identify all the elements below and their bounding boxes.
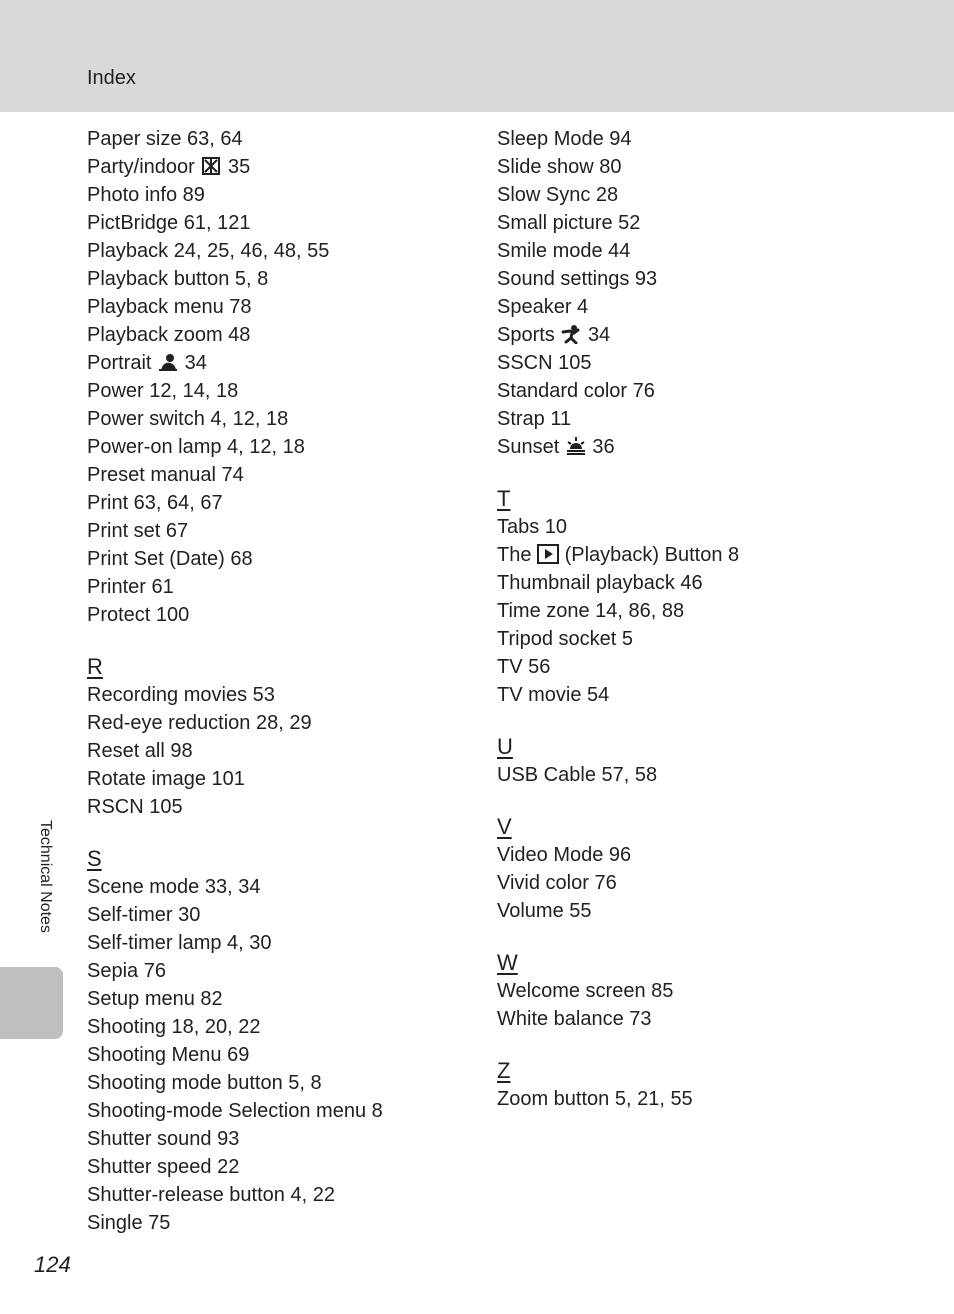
index-entry: Shooting-mode Selection menu 8 [87, 1100, 383, 1122]
index-entry: Smile mode 44 [497, 240, 631, 262]
index-entry: Shooting mode button 5, 8 [87, 1072, 322, 1094]
index-entry: Shutter sound 93 [87, 1128, 240, 1150]
index-column-left [87, 125, 467, 1237]
party-indoor-scene-icon [200, 156, 222, 176]
index-entry: Slow Sync 28 [497, 184, 619, 206]
index-entry: Speaker 4 [497, 296, 589, 318]
index-entry: Printer 61 [87, 576, 174, 598]
index-section-letter-u: U [497, 734, 513, 759]
index-entry: Shooting 18, 20, 22 [87, 1016, 261, 1038]
index-entry: Protect 100 [87, 604, 190, 626]
section-tab-marker [0, 967, 63, 1039]
index-entry: PictBridge 61, 121 [87, 212, 251, 234]
index-entry: Print 63, 64, 67 [87, 492, 223, 514]
index-entry: Playback menu 78 [87, 296, 252, 318]
index-column-right [497, 125, 917, 1113]
index-entry: Red-eye reduction 28, 29 [87, 712, 312, 734]
index-entry: Power-on lamp 4, 12, 18 [87, 436, 305, 458]
index-entry [87, 153, 467, 181]
sports-scene-icon [560, 324, 582, 344]
index-entry: Preset manual 74 [87, 464, 244, 486]
index-section-letter-v: V [497, 814, 512, 839]
index-section-letter-s: S [87, 846, 102, 871]
section-tab-label: Technical Notes [37, 820, 54, 933]
sunset-scene-icon [565, 436, 587, 456]
index-entry: Self-timer 30 [87, 904, 201, 926]
index-entry: Setup menu 82 [87, 988, 223, 1010]
index-section-letter-z: Z [497, 1058, 511, 1083]
index-entry-page: (Playback) Button 8 [564, 544, 740, 566]
index-entry: TV 56 [497, 656, 551, 678]
playback-button-icon [537, 544, 559, 564]
index-entry: Standard color 76 [497, 380, 655, 402]
index-section-letter-w: W [497, 950, 518, 975]
portrait-scene-icon [157, 352, 179, 372]
index-entry: Tripod socket 5 [497, 628, 633, 650]
index-entry-label: Portrait [87, 352, 152, 374]
index-entry: SSCN 105 [497, 352, 592, 374]
index-entry: Vivid color 76 [497, 872, 617, 894]
index-entry: Power 12, 14, 18 [87, 380, 239, 402]
index-entry: Playback button 5, 8 [87, 268, 269, 290]
index-entry [497, 541, 917, 569]
index-entry-label: The [497, 544, 532, 566]
index-entry: Thumbnail playback 46 [497, 572, 703, 594]
index-entry: Video Mode 96 [497, 844, 632, 866]
index-entry-label: Sunset [497, 436, 560, 458]
index-entry: Tabs 10 [497, 516, 568, 538]
index-entry-label: Sports [497, 324, 555, 346]
index-entry: Reset all 98 [87, 740, 193, 762]
index-entry: Recording movies 53 [87, 684, 275, 706]
index-entry-page: 36 [592, 436, 615, 458]
index-entry [497, 433, 917, 461]
index-entry: TV movie 54 [497, 684, 610, 706]
index-entry [87, 349, 467, 377]
index-entry: Time zone 14, 86, 88 [497, 600, 685, 622]
index-entry-page: 34 [587, 324, 611, 346]
index-entry [497, 321, 917, 349]
index-entry: Welcome screen 85 [497, 980, 674, 1002]
index-entry: Volume 55 [497, 900, 592, 922]
index-entry: Strap 11 [497, 408, 572, 430]
index-entry: Rotate image 101 [87, 768, 245, 790]
index-entry: Shutter-release button 4, 22 [87, 1184, 335, 1206]
index-entry: Scene mode 33, 34 [87, 876, 261, 898]
index-entry: White balance 73 [497, 1008, 652, 1030]
index-entry: Self-timer lamp 4, 30 [87, 932, 272, 954]
page-number: 124 [34, 1252, 71, 1277]
index-entry: Shooting Menu 69 [87, 1044, 250, 1066]
index-entry: Single 75 [87, 1212, 171, 1234]
index-entry: Playback zoom 48 [87, 324, 251, 346]
index-entry: Sepia 76 [87, 960, 166, 982]
index-entry-page: 35 [227, 156, 251, 178]
index-entry: RSCN 105 [87, 796, 183, 818]
index-section-letter-r: R [87, 654, 103, 679]
index-entry: Shutter speed 22 [87, 1156, 240, 1178]
index-entry: USB Cable 57, 58 [497, 764, 658, 786]
page-title: Index [87, 67, 136, 89]
index-entry: Zoom button 5, 21, 55 [497, 1088, 693, 1110]
index-entry: Print Set (Date) 68 [87, 548, 253, 570]
index-entry: Playback 24, 25, 46, 48, 55 [87, 240, 330, 262]
index-section-letter-t: T [497, 486, 511, 511]
index-entry: Print set 67 [87, 520, 189, 542]
page-header [0, 0, 954, 112]
index-entry: Slide show 80 [497, 156, 622, 178]
index-entry: Power switch 4, 12, 18 [87, 408, 289, 430]
index-entry-page: 34 [184, 352, 207, 374]
index-entry: Sleep Mode 94 [497, 128, 632, 150]
index-entry: Paper size 63, 64 [87, 128, 243, 150]
index-entry: Sound settings 93 [497, 268, 658, 290]
index-entry: Small picture 52 [497, 212, 641, 234]
index-entry-label: Party/indoor [87, 156, 195, 178]
index-entry: Photo info 89 [87, 184, 205, 206]
